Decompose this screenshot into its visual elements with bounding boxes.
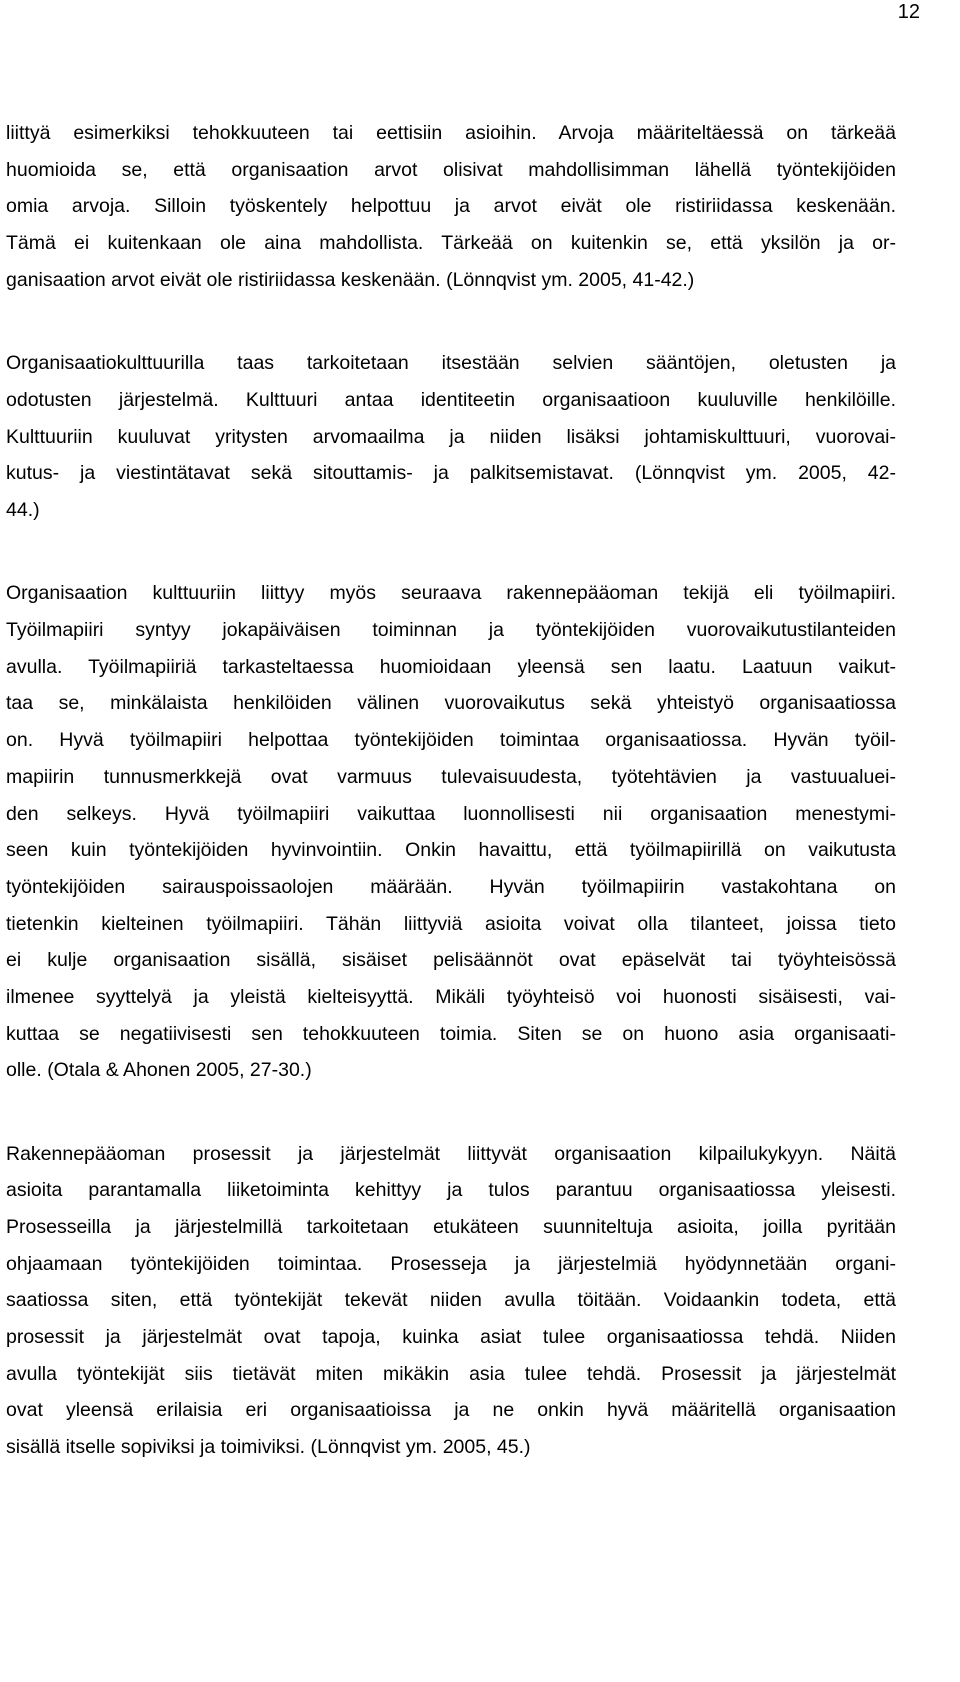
text-line: tietenkin kielteinen työilmapiiri. Tähän liittyviä asioita voivat olla tilanteet, joissa tieto <box>6 913 896 935</box>
text-line: liittyä esimerkiksi tehokkuuteen tai eettisiin asioihin. Arvoja määriteltäessä on tärkeää <box>6 122 896 144</box>
text-line: omia arvoja. Silloin työskentely helpottuu ja arvot eivät ole ristiriidassa keskenään. <box>6 195 896 217</box>
text-line: huomioida se, että organisaation arvot olisivat mahdollisimman lähellä työntekijöiden <box>6 159 896 181</box>
page-number: 12 <box>897 1 920 23</box>
text-line: seen kuin työntekijöiden hyvinvointiin. Onkin havaittu, että työilmapiirillä on vaikutusta <box>6 839 896 861</box>
text-line: Kulttuuriin kuuluvat yritysten arvomaailma ja niiden lisäksi johtamiskulttuuri, vuorovai- <box>6 426 896 448</box>
text-line: prosessit ja järjestelmät ovat tapoja, kuinka asiat tulee organisaatiossa tehdä. Niiden <box>6 1326 896 1348</box>
text-line: mapiirin tunnusmerkkejä ovat varmuus tulevaisuudesta, työtehtävien ja vastuualuei- <box>6 766 896 788</box>
text-line: ei kulje organisaation sisällä, sisäiset pelisäännöt ovat epäselvät tai työyhteisössä <box>6 949 896 971</box>
text-line: on. Hyvä työilmapiiri helpottaa työntekijöiden toimintaa organisaatiossa. Hyvän työil- <box>6 729 896 751</box>
text-line: Työilmapiiri syntyy jokapäiväisen toiminnan ja työntekijöiden vuorovaikutustilanteiden <box>6 619 896 641</box>
text-line: asioita parantamalla liiketoiminta kehittyy ja tulos parantuu organisaatiossa yleisesti. <box>6 1179 896 1201</box>
text-line: kutus- ja viestintätavat sekä sitouttamis- ja palkitsemistavat. (Lönnqvist ym. 2005, 42- <box>6 462 896 484</box>
text-line: Organisaatiokulttuurilla taas tarkoitetaan itsestään selvien sääntöjen, oletusten ja <box>6 352 896 374</box>
text-line: Organisaation kulttuuriin liittyy myös seuraava rakennepääoman tekijä eli työilmapiiri. <box>6 582 896 604</box>
text-line: kuttaa se negatiivisesti sen tehokkuuteen toimia. Siten se on huono asia organisaati- <box>6 1023 896 1045</box>
text-line: ohjaamaan työntekijöiden toimintaa. Prosesseja ja järjestelmiä hyödynnetään organi- <box>6 1253 896 1275</box>
text-line: sisällä itselle sopiviksi ja toimiviksi. (Lönnqvist ym. 2005, 45.) <box>6 1436 531 1458</box>
text-line: taa se, minkälaista henkilöiden välinen vuorovaikutus sekä yhteistyö organisaatiossa <box>6 692 896 714</box>
text-line: olle. (Otala & Ahonen 2005, 27-30.) <box>6 1059 312 1081</box>
text-line: den selkeys. Hyvä työilmapiiri vaikuttaa luonnollisesti nii organisaation menestymi- <box>6 803 896 825</box>
text-line: ganisaation arvot eivät ole ristiriidassa keskenään. (Lönnqvist ym. 2005, 41-42.) <box>6 269 695 291</box>
text-line: 44.) <box>6 499 40 521</box>
text-line: avulla työntekijät siis tietävät miten mikäkin asia tulee tehdä. Prosessit ja järjestelmät <box>6 1363 896 1385</box>
text-line: odotusten järjestelmä. Kulttuuri antaa identiteetin organisaatioon kuuluville henkilöille. <box>6 389 896 411</box>
text-line: Tämä ei kuitenkaan ole aina mahdollista. Tärkeää on kuitenkin se, että yksilön ja or- <box>6 232 896 254</box>
text-line: avulla. Työilmapiiriä tarkasteltaessa huomioidaan yleensä sen laatu. Laatuun vaikut- <box>6 656 896 678</box>
text-line: ovat yleensä erilaisia eri organisaatioissa ja ne onkin hyvä määritellä organisaation <box>6 1399 896 1421</box>
text-line: ilmenee syyttelyä ja yleistä kielteisyyttä. Mikäli työyhteisö voi huonosti sisäisesti, vai- <box>6 986 896 1008</box>
text-line: Prosesseilla ja järjestelmillä tarkoitetaan etukäteen suunniteltuja asioita, joilla pyritään <box>6 1216 896 1238</box>
text-line: Rakennepääoman prosessit ja järjestelmät liittyvät organisaation kilpailukykyyn. Näitä <box>6 1143 896 1165</box>
text-line: saatiossa siten, että työntekijät tekevät niiden avulla töitään. Voidaankin todeta, että <box>6 1289 896 1311</box>
text-line: työntekijöiden sairauspoissaolojen määrään. Hyvän työilmapiirin vastakohtana on <box>6 876 896 898</box>
